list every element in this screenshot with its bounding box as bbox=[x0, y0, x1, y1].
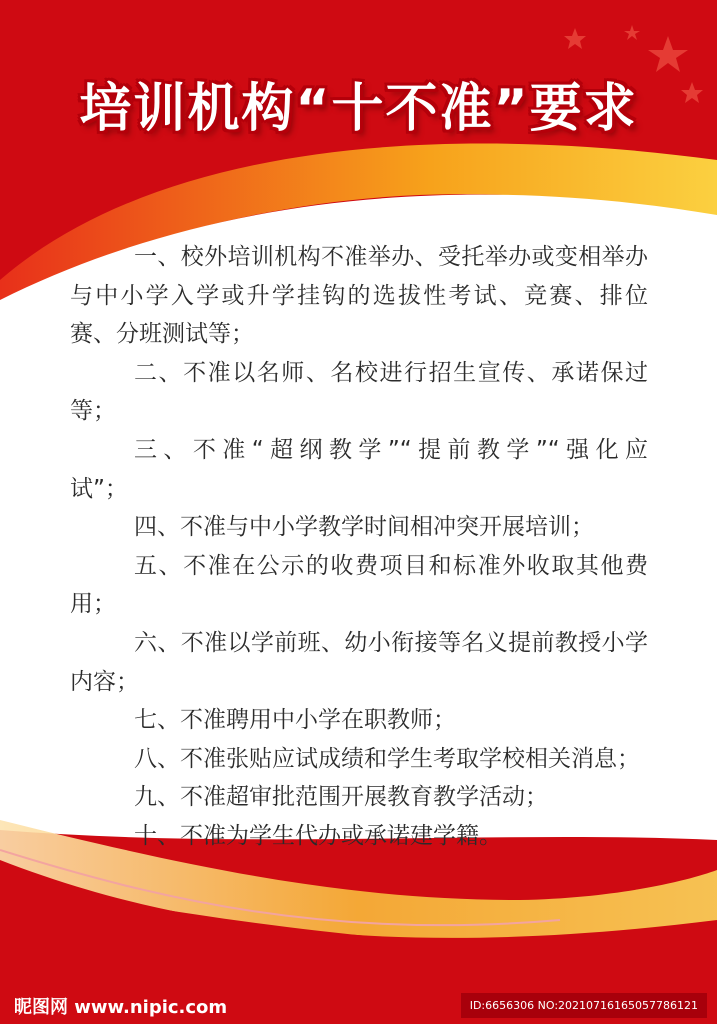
watermark-logo: 昵图网 www.nipic.com bbox=[14, 997, 228, 1018]
rule-line: 二、不准以名师、名校进行招生宣传、承诺保过 bbox=[134, 359, 648, 386]
watermark-id: ID:6656306 NO:20210716165057786121 bbox=[461, 993, 707, 1018]
rule-line: 五、不准在公示的收费项目和标准外收取其他费 bbox=[134, 552, 648, 579]
rule-item bbox=[70, 778, 648, 817]
rule-line: 八、不准张贴应试成绩和学生考取学校相关消息； bbox=[134, 745, 640, 772]
rule-line: 内容； bbox=[70, 668, 139, 695]
rule-line: 四、不准与中小学教学时间相冲突开展培训； bbox=[134, 514, 594, 541]
rule-item bbox=[70, 701, 648, 740]
rule-line: 三、不准“超纲教学”“提前教学”“强化应 bbox=[134, 436, 648, 463]
rule-item bbox=[70, 740, 648, 779]
rule-item bbox=[70, 238, 648, 354]
rule-item bbox=[70, 624, 648, 701]
rules-list bbox=[70, 238, 648, 856]
rule-item bbox=[70, 547, 648, 624]
poster-title: 培训机构“十不准”要求 bbox=[79, 79, 638, 139]
rule-line: 九、不准超审批范围开展教育教学活动； bbox=[134, 784, 548, 811]
rule-line: 等； bbox=[70, 398, 116, 425]
rule-line: 赛、分班测试等； bbox=[70, 321, 254, 348]
rule-line: 十、不准为学生代办或承诺建学籍。 bbox=[134, 822, 502, 849]
rule-item bbox=[70, 431, 648, 508]
rule-item bbox=[70, 508, 648, 547]
rule-line: 用； bbox=[70, 591, 116, 618]
rule-item bbox=[70, 354, 648, 431]
rule-line: 试”； bbox=[70, 475, 128, 502]
rule-line: 六、不准以学前班、幼小衔接等名义提前教授小学 bbox=[134, 629, 648, 656]
rule-line: 七、不准聘用中小学在职教师； bbox=[134, 707, 456, 734]
rule-line: 与中小学入学或升学挂钩的选拔性考试、竞赛、排位 bbox=[70, 282, 648, 309]
rule-line: 一、校外培训机构不准举办、受托举办或变相举办 bbox=[134, 244, 648, 270]
rule-item bbox=[70, 817, 648, 856]
